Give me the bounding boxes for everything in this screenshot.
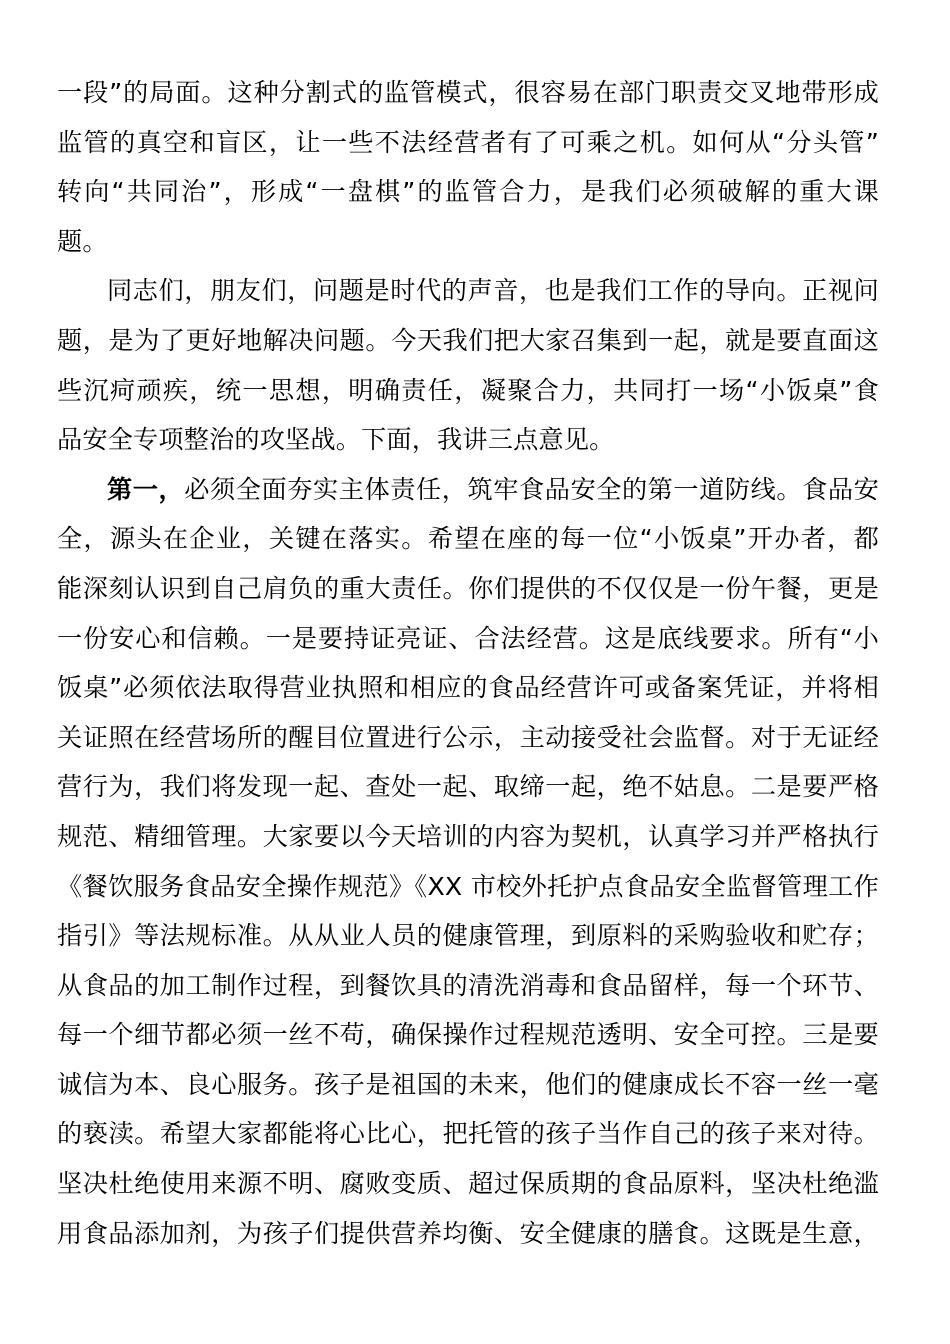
text-line: 监管的真空和盲区，让一些不法经营者有了可乘之机。如何从“分头管”: [57, 127, 879, 157]
text-line: 从食品的加工制作过程，到餐饮具的清洗消毒和食品留样，每一个环节、: [57, 970, 879, 1000]
paragraph: [57, 266, 879, 464]
paragraph-lead-rest: 必须全面夯实主体责任，筑牢食品安全的第一道防线。食品安: [184, 474, 879, 504]
paragraph-lead: 第一，: [107, 474, 185, 504]
text-line: 每一个细节都必须一丝不苟，确保操作过程规范透明、安全可控。三是要: [57, 1020, 879, 1050]
text-line: 转向“共同治”，形成“一盘棋”的监管合力，是我们必须破解的重大课: [57, 177, 879, 207]
text-line: 全，源头在企业，关键在落实。希望在座的每一位“小饭桌”开办者，都: [57, 524, 879, 554]
text-line: 诚信为本、良心服务。孩子是祖国的未来，他们的健康成长不容一丝一毫: [57, 1069, 879, 1099]
text-line: 一份安心和信赖。一是要持证亮证、合法经营。这是底线要求。所有“小: [57, 623, 879, 653]
text-line: 同志们，朋友们，问题是时代的声音，也是我们工作的导向。正视问: [107, 276, 879, 306]
text-line: 用食品添加剂，为孩子们提供营养均衡、安全健康的膳食。这既是生意，: [57, 1218, 879, 1248]
text-line: 些沉疴顽疾，统一思想，明确责任，凝聚合力，共同打一场“小饭桌”食: [57, 375, 879, 405]
text-line: 饭桌”必须依法取得营业执照和相应的食品经营许可或备案凭证，并将相: [57, 673, 879, 703]
text-line: 坚决杜绝使用来源不明、腐败变质、超过保质期的食品原料，坚决杜绝滥: [57, 1169, 879, 1199]
text-line: 指引》等法规标准。从从业人员的健康管理，到原料的采购验收和贮存；: [57, 921, 879, 951]
text-line: 规范、精细管理。大家要以今天培训的内容为契机，认真学习并严格执行: [57, 821, 879, 851]
paragraph: [57, 68, 879, 266]
text-line: 题，是为了更好地解决问题。今天我们把大家召集到一起，就是要直面这: [57, 325, 879, 355]
text-line: 营行为，我们将发现一起、查处一起、取缔一起，绝不姑息。二是要严格: [57, 772, 879, 802]
text-line: 一段”的局面。这种分割式的监管模式，很容易在部门职责交叉地带形成: [57, 78, 879, 107]
text-line: [57, 465, 879, 515]
text-line: 《餐饮服务食品安全操作规范》《XX 市校外托护点食品安全监督管理工作: [57, 871, 879, 901]
text-line: 的亵渎。希望大家都能将心比心，把托管的孩子当作自己的孩子来对待。: [57, 1119, 879, 1149]
document-page: [57, 68, 879, 1258]
text-line: 关证照在经营场所的醒目位置进行公示，主动接受社会监督。对于无证经: [57, 722, 879, 752]
text-line: 题。: [57, 226, 108, 256]
text-line: 能深刻认识到自己肩负的重大责任。你们提供的不仅仅是一份午餐，更是: [57, 573, 879, 603]
paragraph: [57, 465, 879, 1259]
text-line: 品安全专项整治的攻坚战。下面，我讲三点意见。: [57, 425, 615, 455]
